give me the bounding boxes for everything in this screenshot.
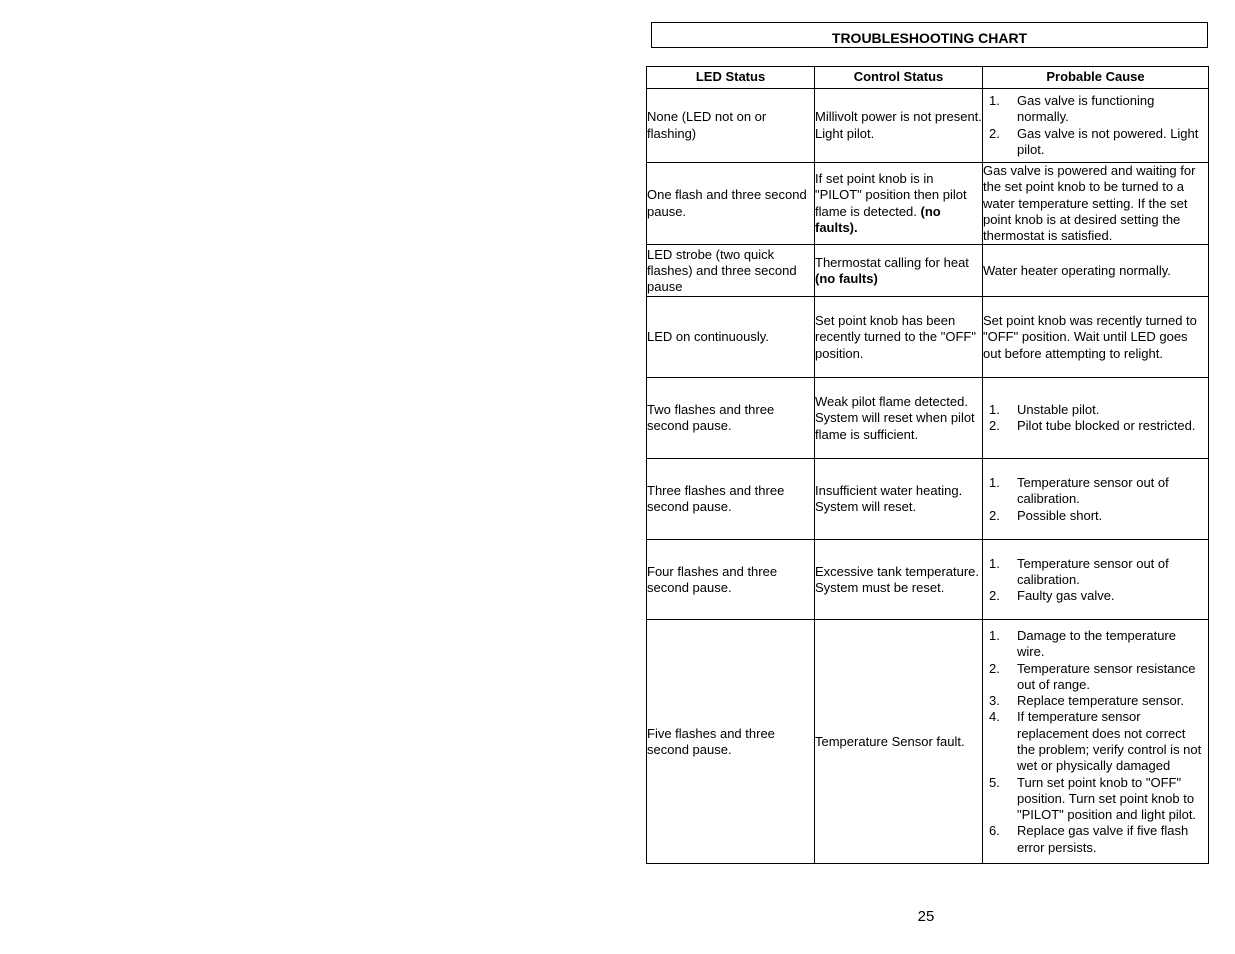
control-status-cell xyxy=(815,245,983,297)
table-row xyxy=(647,459,1209,540)
control-status-bold: (no faults) xyxy=(815,270,878,286)
cause-item xyxy=(983,628,1208,661)
probable-cause-cell xyxy=(983,378,1209,459)
cause-text: Damage to the temperature wire. xyxy=(1017,627,1176,660)
probable-cause-cell xyxy=(983,540,1209,620)
cause-number: 2. xyxy=(989,418,1000,434)
cause-item xyxy=(983,556,1208,589)
led-status-cell: LED strobe (two quick flashes) and three second pause xyxy=(647,245,815,297)
probable-cause-cell: Gas valve is powered and waiting for the set point knob to be turned to a water temperature setting. If the set point knob is at desired setting the thermostat is satisfied. xyxy=(983,163,1209,245)
control-status-cell xyxy=(815,163,983,245)
cause-text: Gas valve is functioning normally. xyxy=(1017,92,1155,125)
probable-cause-cell xyxy=(983,620,1209,864)
probable-cause-cell xyxy=(983,89,1209,163)
cause-number: 2. xyxy=(989,660,1000,676)
header-control-status: Control Status xyxy=(815,67,983,89)
cause-text: Possible short. xyxy=(1017,507,1103,523)
control-status-text: Set point knob has been recently turned to the "OFF" position. xyxy=(815,313,976,361)
table-row xyxy=(647,297,1209,378)
cause-number: 5. xyxy=(989,774,1000,790)
cause-number: 2. xyxy=(989,588,1000,604)
cause-text: If temperature sensor replacement does not correct the problem; verify control is not wet or physically damaged xyxy=(1017,709,1202,774)
cause-number: 2. xyxy=(989,125,1000,141)
cause-item xyxy=(983,475,1208,508)
control-status-text: Excessive tank temperature. System must be reset. xyxy=(815,563,980,595)
cause-number: 1. xyxy=(989,475,1000,491)
cause-list xyxy=(983,475,1208,524)
page-number: 25 xyxy=(917,908,935,925)
cause-item xyxy=(983,775,1208,824)
cause-text: Pilot tube blocked or restricted. xyxy=(1017,418,1196,434)
cause-number: 1. xyxy=(989,402,1000,418)
cause-number: 1. xyxy=(989,555,1000,571)
led-status-cell: Three flashes and three second pause. xyxy=(647,459,815,540)
header-led-status: LED Status xyxy=(647,67,815,89)
table-row xyxy=(647,163,1209,245)
header-probable-cause: Probable Cause xyxy=(983,67,1209,89)
control-status-text: Millivolt power is not present. Light pilot. xyxy=(815,109,982,141)
control-status-cell xyxy=(815,620,983,864)
control-status-cell xyxy=(815,459,983,540)
cause-item xyxy=(983,709,1208,774)
cause-text: Unstable pilot. xyxy=(1017,402,1100,418)
probable-cause-cell xyxy=(983,459,1209,540)
table-row xyxy=(647,540,1209,620)
control-status-text: Thermostat calling for heat xyxy=(815,254,969,270)
led-status-cell: Two flashes and three second pause. xyxy=(647,378,815,459)
cause-number: 6. xyxy=(989,823,1000,839)
cause-item xyxy=(983,508,1208,524)
cause-number: 1. xyxy=(989,92,1000,108)
cause-number: 2. xyxy=(989,507,1000,523)
troubleshooting-table xyxy=(646,66,1209,864)
led-status-cell: None (LED not on or flashing) xyxy=(647,89,815,163)
cause-text: Temperature sensor out of calibration. xyxy=(1017,555,1169,587)
cause-list xyxy=(983,628,1208,856)
led-status-cell: One flash and three second pause. xyxy=(647,163,815,245)
probable-cause-cell: Water heater operating normally. xyxy=(983,245,1209,297)
cause-text: Replace gas valve if five flash error persists. xyxy=(1017,823,1189,855)
cause-number: 3. xyxy=(989,693,1000,709)
cause-item xyxy=(983,126,1208,159)
cause-number: 4. xyxy=(989,709,1000,725)
cause-item xyxy=(983,402,1208,418)
control-status-bold: (no faults). xyxy=(815,203,941,236)
cause-text: Temperature sensor resistance out of range. xyxy=(1017,660,1196,692)
cause-list xyxy=(983,556,1208,605)
chart-title: TROUBLESHOOTING CHART xyxy=(651,22,1208,48)
cause-item xyxy=(983,661,1208,694)
table-row xyxy=(647,620,1209,864)
table-row xyxy=(647,245,1209,297)
probable-cause-cell: Set point knob was recently turned to "OFF" position. Wait until LED goes out before attempting to relight. xyxy=(983,297,1209,378)
led-status-cell: Five flashes and three second pause. xyxy=(647,620,815,864)
table-row xyxy=(647,378,1209,459)
control-status-cell xyxy=(815,89,983,163)
cause-text: Temperature sensor out of calibration. xyxy=(1017,475,1169,507)
control-status-text: Insufficient water heating. System will reset. xyxy=(815,483,963,515)
control-status-text: Temperature Sensor fault. xyxy=(815,733,965,749)
cause-number: 1. xyxy=(989,627,1000,643)
cause-list xyxy=(983,93,1208,158)
control-status-cell xyxy=(815,540,983,620)
control-status-cell xyxy=(815,378,983,459)
cause-item xyxy=(983,588,1208,604)
control-status-text: If set point knob is in "PILOT" position then pilot flame is detected. xyxy=(815,171,967,219)
led-status-cell: Four flashes and three second pause. xyxy=(647,540,815,620)
cause-item xyxy=(983,823,1208,856)
cause-text: Turn set point knob to "OFF" position. Turn set point knob to "PILOT" position and light pilot. xyxy=(1017,774,1197,823)
cause-item xyxy=(983,418,1208,434)
control-status-cell xyxy=(815,297,983,378)
header-row xyxy=(647,67,1209,89)
led-status-cell: LED on continuously. xyxy=(647,297,815,378)
cause-text: Gas valve is not powered. Light pilot. xyxy=(1017,125,1199,157)
table-row xyxy=(647,89,1209,163)
cause-item xyxy=(983,693,1208,709)
cause-list xyxy=(983,402,1208,435)
cause-text: Replace temperature sensor. xyxy=(1017,693,1184,709)
cause-item xyxy=(983,93,1208,126)
control-status-text: Weak pilot flame detected. System will reset when pilot flame is sufficient. xyxy=(815,394,975,442)
cause-text: Faulty gas valve. xyxy=(1017,588,1115,604)
